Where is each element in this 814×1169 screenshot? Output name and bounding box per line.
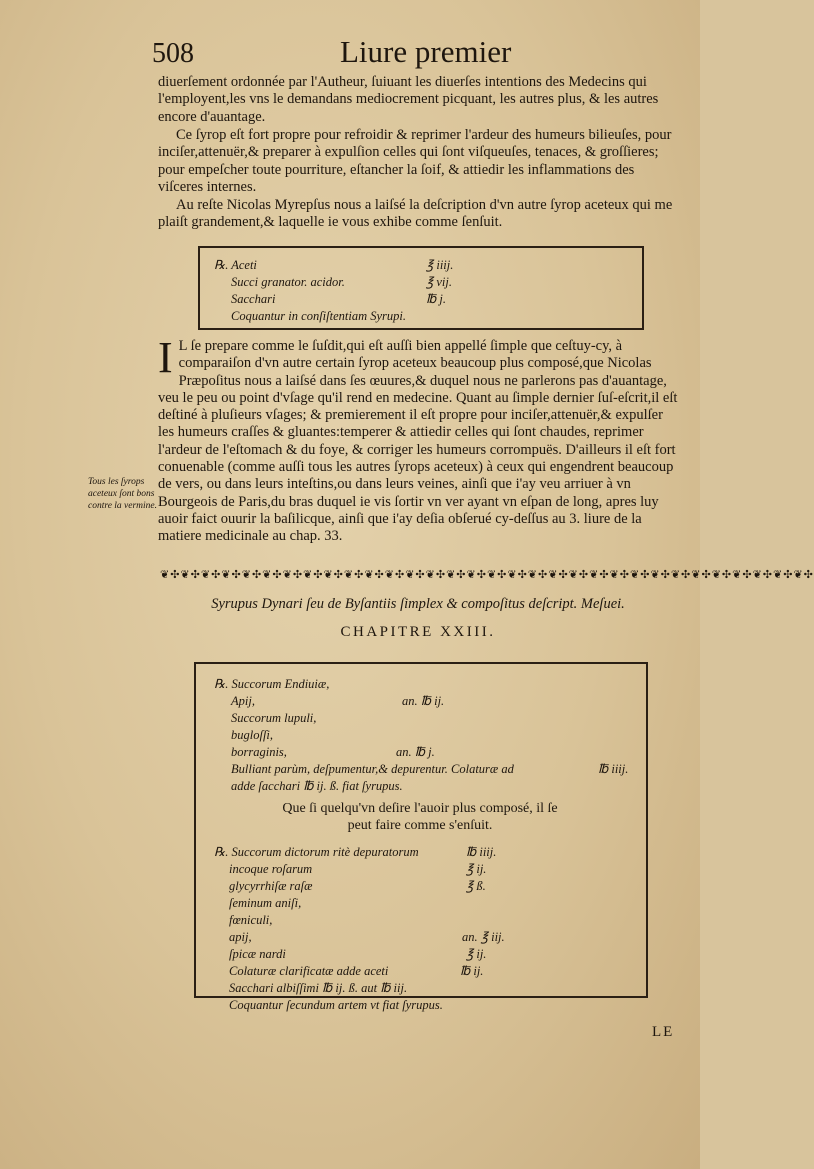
ingredient: adde ſacchari ℔ ij. ß. fiat ſyrupus.: [231, 779, 403, 793]
ingredient: ſeminum aniſi,: [229, 896, 302, 910]
amount: ℔ iiij.: [598, 762, 629, 776]
virtues-paragraph: Ce ſyrop eſt fort propre pour refroidir & reprimer l'ardeur des humeurs bilieuſes, pour inciſer,attenuër,& preparer à expulſion celles qui ſont viſqueuſes, tenaces, & groſſieres; pour empeſcher toute pourriture, eſtancher la ſoif, & attiedir les inflammations des viſceres internes.: [158, 127, 672, 195]
recipe-line: [214, 980, 634, 997]
drop-cap: I: [158, 333, 173, 382]
recipe-line: [214, 761, 634, 778]
main-paragraph-text: L ſe prepare comme le ſuſdit,qui eſt auſſi bien appellé ſimple que ceſtuy-cy, à comparaiſon d'vn autre certain ſyrop aceteux beaucoup plus composé,que Nicolas Præpoſitus nous a laiſsé dans ſes œuures,& duquel nous ne parlerons pas d'auantage, veu le peu ou point d'vſage qu'il rend en medecine. Quant au ſimple dernier ſuſ-eſcrit,il eſt deſtiné à pluſieurs vſages; & premierement il eſt propre pour inciſer,attenuër,& expulſer les humeurs craſſes & gluantes:temperer & attiedir celles qui ſont chaudes, reprimer l'ardeur de l'eſtomach & du foye, & corriger les humeurs corrompuës. D'ailleurs il eſt fort conuenable (comme auſſi tous les autres ſyrops aceteux) à ceux qui engendrent beaucoup de vers, ou dans leurs inteſtins,ou dans leurs veines, ainſi que i'ay veu arriuer à vn Bourgeois de Paris,du bras duquel ie vis ſortir vn ver ayant vn eſpan de long, apres luy auoir faict ouurir la baſilicque, ainſi que i'ay deſia obſerué cy-deſſus au 3. liure de la matiere medicinale au chap. 33.: [158, 338, 678, 545]
ingredient: borraginis,: [231, 745, 287, 759]
ingredient: bugloſſi,: [231, 728, 274, 742]
recipe-line: [214, 676, 634, 693]
amount: an. ℥ iij.: [462, 930, 505, 944]
recipe-line: [214, 878, 634, 895]
ingredient: fœniculi,: [229, 913, 273, 927]
amount: ℥ ß.: [466, 879, 486, 893]
recipe-line: [214, 257, 634, 274]
recipe-line: [214, 308, 634, 325]
recipe-line: [214, 778, 634, 795]
recipe-line: [214, 946, 634, 963]
recipe-line: [214, 912, 634, 929]
ingredient: ℞. Succorum Endiuiæ,: [214, 677, 330, 691]
amount: ℥ iiij.: [426, 258, 454, 272]
recipe-line: [214, 844, 634, 861]
amount: ℔ j.: [426, 292, 446, 306]
chapter-heading: CHAPITRE XXIII.: [340, 624, 496, 640]
catchword: LE: [652, 1024, 675, 1040]
recipe-line: [214, 710, 634, 727]
amount: ℥ ij.: [466, 862, 487, 876]
amount: an. ℔ ij.: [402, 694, 445, 708]
main-paragraph: [158, 333, 682, 546]
margin-note: Tous les ſyrops aceteux ſont bons contre la vermine.: [88, 477, 158, 511]
recipe-line: [214, 997, 634, 1014]
amount: an. ℔ j.: [396, 745, 435, 759]
ingredient: Coquantur in conſiſtentiam Syrupi.: [231, 309, 406, 323]
ingredient: Colaturæ clarificatæ adde aceti: [229, 964, 389, 978]
ingredient: Sacchari albiſſimi ℔ ij. ß. aut ℔ iij.: [229, 981, 408, 995]
amount: ℔ iiij.: [466, 845, 497, 859]
recipe-line: [214, 727, 634, 744]
recipe-line: [214, 693, 634, 710]
ingredient: ſpicæ nardi: [229, 947, 286, 961]
recipe-line: [214, 291, 634, 308]
amount: ℥ vij.: [426, 275, 452, 289]
page-number: 508: [152, 38, 194, 69]
recipe-line: [214, 929, 634, 946]
amount: ℥ ij.: [466, 947, 487, 961]
ingredient: Succi granator. acidor.: [231, 275, 345, 289]
ingredient: Bulliant parùm, deſpumentur,& depurentur. Colaturæ ad: [231, 762, 514, 776]
recipe-line: [214, 744, 634, 761]
intro-paragraph: diuerſement ordonnée par l'Autheur, ſuiuant les diuerſes intentions des Medecins qui l'employent,les vns le demandans mediocrement picquant, les autres plus, & les autres encore d'auantage.: [158, 74, 659, 125]
ornamental-rule: ❦✣❦✣❦✣❦✣❦✣❦✣❦✣❦✣❦✣❦✣❦✣❦✣❦✣❦✣❦✣❦✣❦✣❦✣❦✣❦✣❦✣❦✣❦✣❦✣❦✣❦✣❦✣❦✣❦✣❦✣❦✣❦✣: [160, 569, 814, 581]
recipe-3: [214, 844, 634, 1014]
ingredient: incoque roſarum: [229, 862, 313, 876]
ingredient: Succorum lupuli,: [231, 711, 317, 725]
recipe-line: [214, 895, 634, 912]
recipe-line: [214, 963, 634, 980]
recipe-line: [214, 861, 634, 878]
amount: ℔ ij.: [460, 964, 484, 978]
ingredient: apij,: [229, 930, 252, 944]
ingredient: Apij,: [231, 694, 255, 708]
myrepsus-paragraph: Au reſte Nicolas Myrepſus nous a laiſsé la deſcription d'vn autre ſyrop aceteux qui me plaiſt grandement,& laquelle ie vous exhibe comme ſenſuit.: [158, 197, 673, 231]
ingredient: Sacchari: [231, 292, 276, 306]
ingredient: Coquantur ſecundum artem vt fiat ſyrupus.: [229, 998, 443, 1012]
inner-note: Que ſi quelqu'vn deſire l'auoir plus composé, il ſe peut faire comme s'enſuit.: [282, 801, 558, 833]
recipe-line: [214, 274, 634, 291]
recipe-2: [214, 676, 634, 795]
recipe-1: [214, 257, 634, 325]
running-title: Liure premier: [340, 34, 512, 69]
ingredient: glycyrrhiſæ raſæ: [229, 879, 313, 893]
ingredient: ℞. Succorum dictorum ritè depuratorum: [214, 845, 419, 859]
section-title: Syrupus Dynari ſeu de Byſantiis ſimplex & compoſitus deſcript. Meſuei.: [211, 596, 625, 612]
ingredient: ℞. Aceti: [214, 258, 257, 272]
